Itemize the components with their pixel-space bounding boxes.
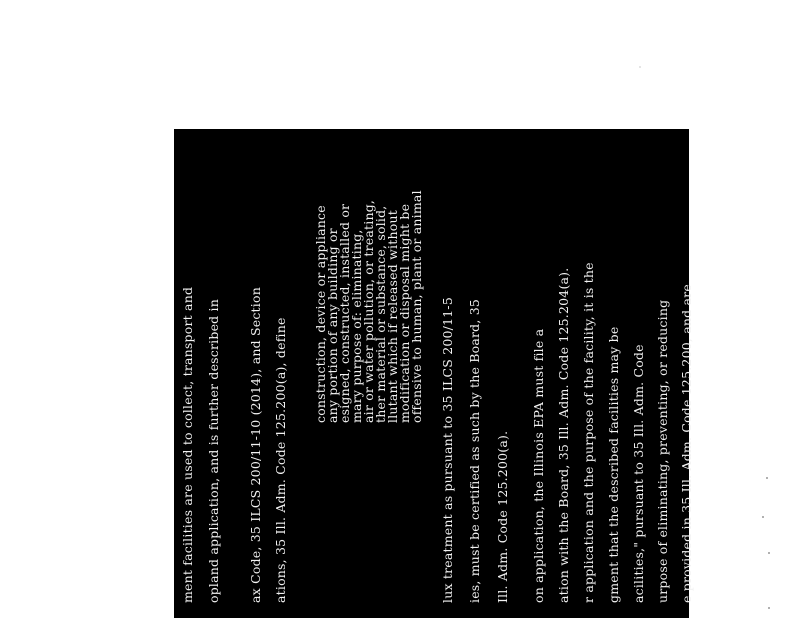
scan-speck: [762, 516, 764, 518]
text-line: ation with the Board, 35 Ill. Adm. Code 125.204(a).: [556, 267, 571, 603]
text-line: ment facilities are used to collect, transport and: [180, 286, 195, 603]
text-line: construction, device or appliance: [313, 205, 328, 423]
text-line: llutant which if released without: [385, 210, 400, 423]
text-line: air or water pollution, or treating,: [361, 199, 376, 423]
text-line: ther material or substance, solid,: [373, 205, 388, 423]
text-line: e provided in 35 Ill. Adm. Code 125.200, and are: [679, 284, 694, 603]
rotated-text-block: [174, 129, 694, 618]
scan-speck: [768, 607, 770, 609]
scan-speck: [768, 552, 770, 554]
text-line: ations, 35 Ill. Adm. Code 125.200(a), define: [273, 317, 288, 603]
scan-speck: [639, 66, 641, 68]
text-line: esigned, constructed, installed or: [337, 203, 352, 423]
text-line: opland application, and is further described in: [206, 299, 221, 603]
text-line: gment that the described facilities may be: [606, 326, 621, 603]
text-line: ies, must be certified as such by the Board, 35: [467, 298, 482, 603]
document-page: [174, 129, 694, 618]
text-line: Ill. Adm. Code 125.200(a).: [495, 430, 510, 603]
text-line: r application and the purpose of the facility, it is the: [581, 262, 596, 603]
text-line: on application, the Illinois EPA must file a: [531, 328, 546, 603]
text-line: offensive to human, plant or animal: [409, 190, 424, 423]
text-line: urpose of eliminating, preventing, or reducing: [655, 299, 670, 603]
scan-speck: [766, 477, 768, 479]
text-line: lux treatment as pursuant to 35 ILCS 200/11-5: [440, 297, 455, 603]
text-line: modification or disposal might be: [397, 203, 412, 423]
text-line: ax Code, 35 ILCS 200/11-10 (2014), and Section: [248, 287, 263, 603]
text-line: acilities," pursuant to 35 Ill. Adm. Code: [631, 344, 646, 603]
text-line: any portion of any building or: [325, 228, 340, 423]
text-line: mary purpose of: eliminating,: [349, 229, 364, 423]
